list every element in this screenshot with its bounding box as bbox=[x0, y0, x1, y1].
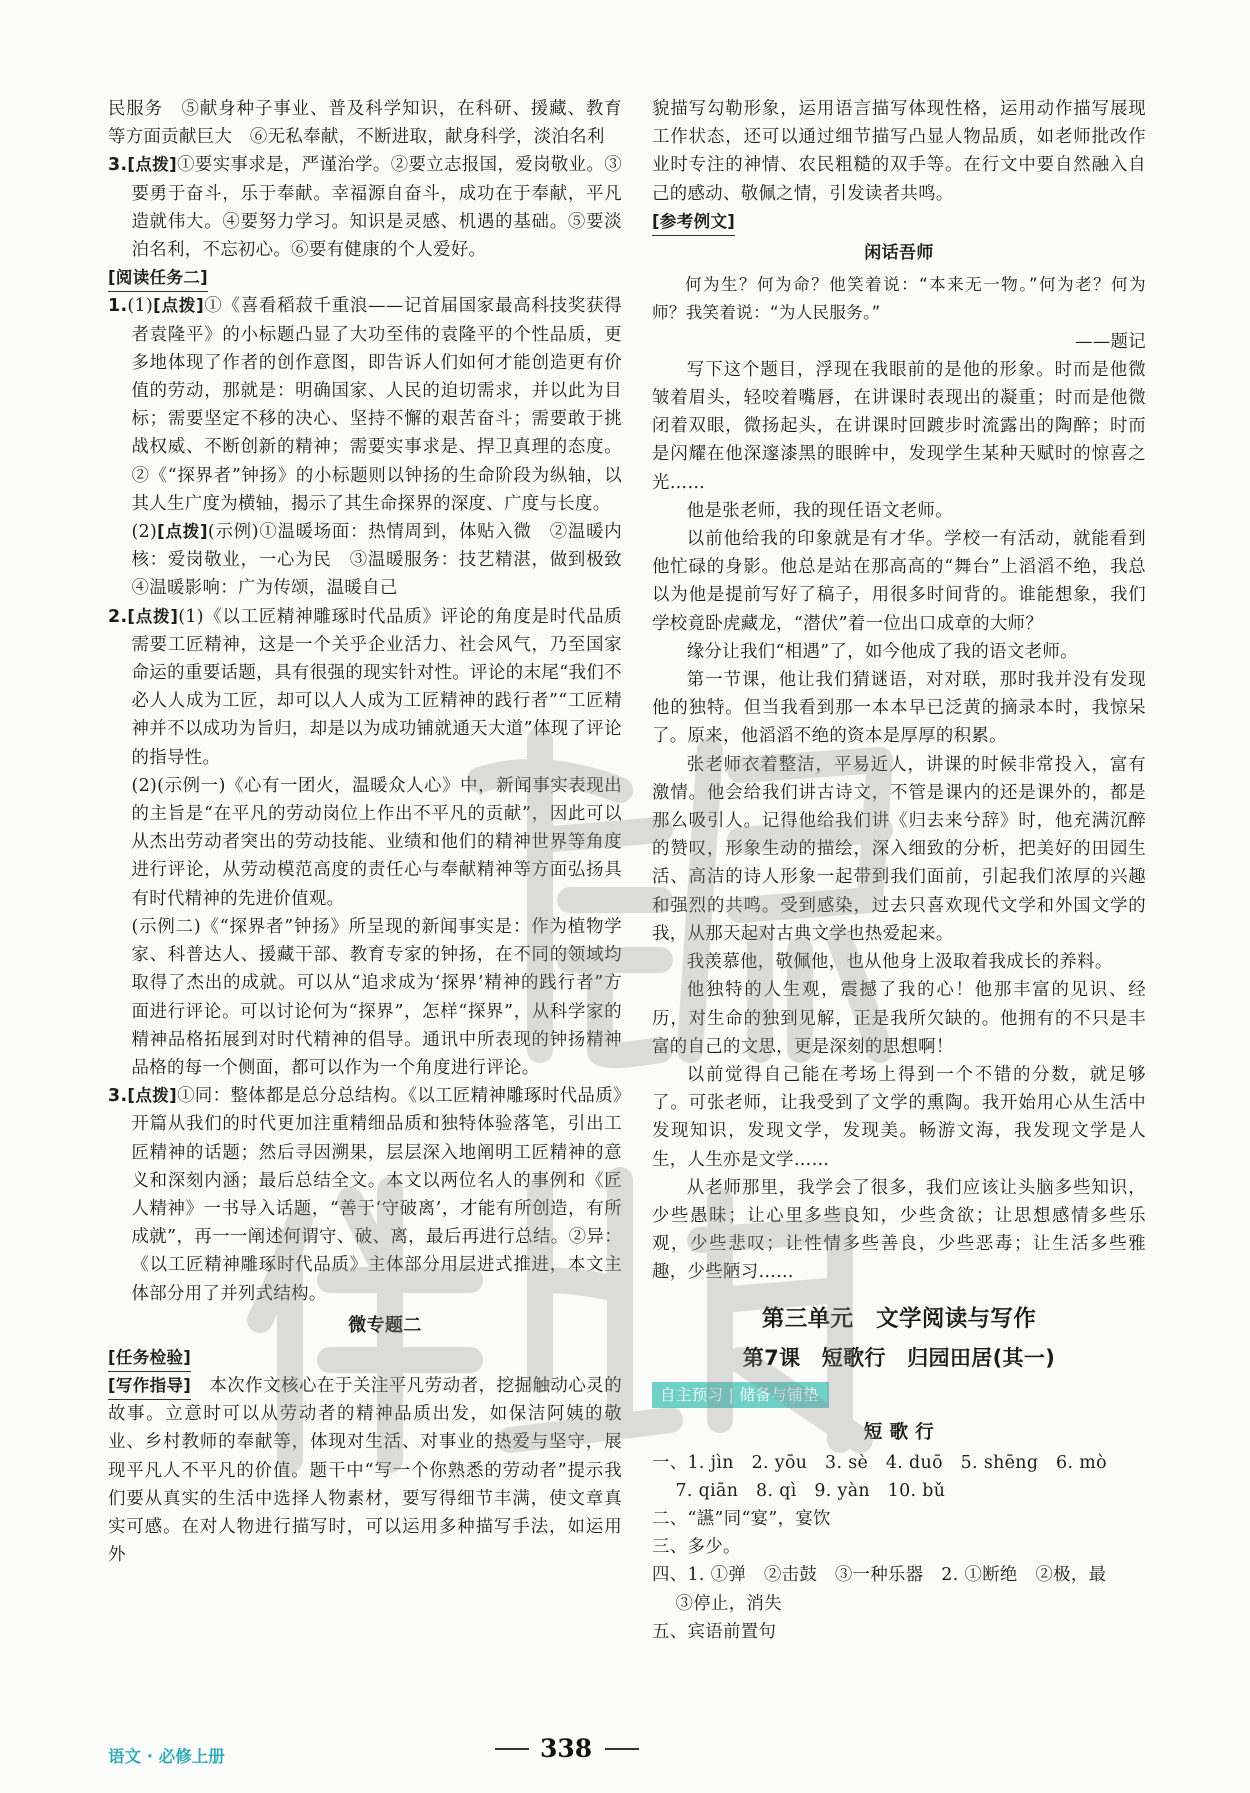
answer-2-example1: (2)(示例一)《心有一团火，温暖众人心》中，新闻事实表现出的主旨是“在平凡的劳动岗位上作出不平凡的贡献”，因此可以从杰出劳动者突出的劳动技能、业绩和他们的精神世界等角度进行评论，从劳动模范高度的责任心与奉献精神等方面弘扬具有时代精神的先进价值观。 bbox=[131, 775, 622, 909]
right-column bbox=[652, 95, 1146, 1646]
answer-text: 本次作文核心在于关注平凡劳动者，挖掘触动心灵的故事。立意时可以从劳动者的精神品质出发，如保洁阿姨的敬业、乡村教师的奉献等，体现对生活、对事业的热爱与坚守，展现平凡人不平凡的价值。题干中“写一个你熟悉的劳动者”提示我们要从真实的生活中选择人物素材，要写得细节丰满，使文章真实可感。在对人物进行描写时，可以运用多种描写手法，如运用外 bbox=[108, 1375, 622, 1566]
essay-paragraph: 他是张老师，我的现任语文老师。 bbox=[686, 500, 953, 521]
essay-paragraph: 缘分让我们“相遇”了，如今他成了我的语文老师。 bbox=[686, 641, 1078, 662]
left-column bbox=[108, 95, 640, 1569]
hint-tag: [点拨] bbox=[127, 155, 178, 175]
page-dash-left bbox=[495, 1748, 529, 1750]
section-heading-check: [任务检验] bbox=[108, 1345, 191, 1372]
hint-tag: [点拨] bbox=[157, 522, 208, 542]
answer-1 bbox=[108, 292, 622, 518]
answer-2-example2: (示例二)《“探界者”钟扬》所呈现的新闻事实是：作为植物学家、科普达人、援藏干部、教育专家的钟扬，在不同的领域均取得了杰出的成就。可以从“追求成为‘探界’精神的践行者”方面进行评论。可以讨论何为“探界”，怎样“探界”，从科学家的精神品格拓展到对时代精神的倡导。通讯中所表现的钟扬精神品格的每一个侧面，都可以作为一个角度进行评论。 bbox=[131, 916, 622, 1078]
lesson-title: 第7课 短歌行 归园田居(其一) bbox=[742, 1345, 1056, 1370]
writing-guide bbox=[108, 1372, 622, 1569]
answer-item-4: 四、1. ①弹 ②击鼓 ③一种乐器 2. ①断绝 ②极，最 bbox=[652, 1565, 1107, 1586]
answer-number: 2. bbox=[108, 606, 128, 627]
preview-banner bbox=[652, 1381, 1146, 1407]
sub-number: (1) bbox=[127, 296, 154, 317]
page-dash-right bbox=[605, 1748, 639, 1750]
answer-item-5: 五、宾语前置句 bbox=[652, 1621, 777, 1642]
answer-continuation: 民服务 ⑤献身种子事业、普及科学知识，在科研、援藏、教育等方面贡献巨大 ⑥无私奉献，不断进取，献身科学，淡泊名利 bbox=[108, 99, 622, 148]
essay-epigraph-label: ——题记 bbox=[1075, 331, 1146, 352]
banner-label: 自主预习 | 储备与铺垫 bbox=[652, 1382, 829, 1408]
essay-paragraph: 以前他给我的印象就是有才华。学校一有活动，就能看到他忙碌的身影。他总是站在那高高的“舞台”上滔滔不绝，我总以为他是提前写好了稿子，用很多时间背的。谁能想象，我们学校竟卧虎藏龙，“潜伏”着一位出口成章的大师？ bbox=[652, 529, 1146, 634]
section-heading-sample: [参考例文] bbox=[652, 209, 735, 236]
essay-paragraph: 他独特的人生观，震撼了我的心！他那丰富的见识、经历，对生命的独到见解，正是我所欠缺的。他拥有的不只是丰富的自己的文思，更是深刻的思想啊！ bbox=[652, 980, 1146, 1057]
answer-1-2 bbox=[108, 518, 640, 603]
answer-item-3: 三、多少。 bbox=[652, 1537, 741, 1558]
essay-paragraph: 我羡慕他，敬佩他，也从他身上汲取着我成长的养料。 bbox=[686, 952, 1113, 973]
answer-item-4-cont: ③停止，消失 bbox=[675, 1593, 782, 1614]
unit-title: 第三单元 文学阅读与写作 bbox=[761, 1305, 1037, 1332]
section-heading-task2: [阅读任务二] bbox=[108, 265, 208, 292]
answer-2 bbox=[108, 603, 622, 772]
answer-item-2: 二、“讌”同“宴”，宴饮 bbox=[652, 1508, 831, 1529]
answer-text: ①《喜看稻菽千重浪——记首届国家最高科技奖获得者袁隆平》的小标题凸显了大功至伟的袁隆平的个性品质，更多地体现了作者的创作意图，即告诉人们如何才能创造更有价值的劳动，那就是：明确国家、人民的迫切需求，并以此为目标；需要坚定不移的决心、坚持不懈的艰苦奋斗；需要敢于挑战权威、不断创新的精神；需要实事求是、捍卫真理的态度。②《“探界者”钟扬》的小标题则以钟扬的生命阶段为纵轴，以其人生广度为横轴，揭示了其生命探界的深度、广度与长度。 bbox=[131, 296, 623, 514]
answer-text: (1)《以工匠精神雕琢时代品质》评论的角度是时代品质需要工匠精神，这是一个关乎企业活力、社会风气，乃至国家命运的重要话题，具有很强的现实针对性。评论的末尾“我们不必人人成为工匠，却可以人人成为工匠精神的践行者”“工匠精神并不以成功为旨归，却是以为成功铺就通天大道”体现了评论的指导性。 bbox=[131, 606, 622, 768]
answer-text: (示例)①温暖场面：热情周到，体贴入微 ②温暖内核：爱岗敬业，一心为民 ③温暖服务：技艺精湛，做到极致 ④温暖影响：广为传颂，温暖自己 bbox=[131, 522, 640, 599]
essay-title: 闲话吾师 bbox=[864, 243, 934, 264]
footer-subject: 语文 · 必修上册 bbox=[108, 1747, 225, 1766]
answer-number: 3. bbox=[108, 1086, 128, 1107]
essay-paragraph: 以前觉得自己能在考场上得到一个不错的分数，就足够了。可张老师，让我受到了文学的熏陶。我开始用心从生活中发现知识，发现文学，发现美。畅游文海，我发现文学是人生，人生亦是文学…… bbox=[652, 1064, 1146, 1170]
answer-text: ①要实事求是，严谨治学。②要立志报国，爱岗敬业。③要勇于奋斗，乐于奉献。幸福源自奋斗，成功在于奉献，平凡造就伟大。④要努力学习。知识是灵感、机遇的基础。⑤要淡泊名利，不忘初心。⑥要有健康的个人爱好。 bbox=[131, 155, 622, 261]
essay-epigraph-text: 何为生？何为命？他笑着说：“本来无一物。”何为老？何为师？我笑着说：“为人民服务。” bbox=[652, 275, 1146, 323]
answer-text: ①同：整体都是总分总结构。《以工匠精神雕琢时代品质》开篇从我们的时代更加注重精细品质和独特体验落笔，引出工匠精神的话题；然后寻因溯果，层层深入地阐明工匠精神的意义和深刻内涵；最后总结全文。本文以两位名人的事例和《匠人精神》一书导入话题，“善于‘守破离’，才能有所创造，有所成就”，再一一阐述何谓守、破、离，最后再进行总结。②异：《以工匠精神雕琢时代品质》主体部分用层进式推进，本文主体部分用了并列式结构。 bbox=[131, 1086, 623, 1304]
answer-3 bbox=[108, 151, 622, 264]
guide-continuation: 貌描写勾勒形象，运用语言描写体现性格，运用动作描写展现工作状态，还可以通过细节描写凸显人物品质，如老师批改作业时专注的神情、农民粗糙的双手等。在行文中要自然融入自己的感动、敬佩之情，引发读者共鸣。 bbox=[652, 99, 1146, 204]
essay-paragraph: 写下这个题目，浮现在我眼前的是他的形象。时而是他微皱着眉头，轻咬着嘴唇，在讲课时表现出的凝重；时而是他微闭着双眼，微扬起头，在讲课时回踱步时流露出的陶醉；时而是闪耀在他深邃漆黑的眼眸中，发现学生某种天赋时的惊喜之光…… bbox=[652, 359, 1146, 493]
hint-tag: [点拨] bbox=[127, 1086, 178, 1106]
poem-title: 短 歌 行 bbox=[863, 1421, 935, 1443]
hint-tag: [点拨] bbox=[127, 606, 179, 626]
hint-tag: [点拨] bbox=[153, 296, 204, 316]
essay-paragraph: 张老师衣着整洁，平易近人，讲课的时候非常投入，富有激情。他会给我们讲古诗文，不管是课内的还是课外的，都是那么吸引人。记得他给我们讲《归去来兮辞》时，他充满沉醉的赞叹，形象生动的描绘，深入细致的分析，把美好的田园生活、高洁的诗人形象一起带到我们面前，引起我们浓厚的兴趣和强烈的共鸣。受到感染，过去只喜欢现代文学和外国文学的我，从那天起对古典文学也热爱起来。 bbox=[652, 754, 1146, 944]
essay-paragraph: 第一节课，他让我们猜谜语，对对联，那时我并没有发现他的独特。但当我看到那一本本早已泛黄的摘录本时，我惊呆了。原来，他滔滔不绝的资本是厚厚的积累。 bbox=[652, 670, 1146, 747]
answer-number: 1. bbox=[108, 296, 128, 317]
micro-topic-title: 微专题二 bbox=[348, 1314, 422, 1336]
answer-3b bbox=[108, 1082, 622, 1308]
sub-number: (2) bbox=[131, 522, 158, 543]
hint-tag: [写作指导] bbox=[108, 1373, 191, 1400]
page-number: 338 bbox=[540, 1734, 593, 1763]
pinyin-answers-row2: 7. qiān 8. qì 9. yàn 10. bǔ bbox=[675, 1480, 946, 1501]
essay-paragraph: 从老师那里，我学会了很多，我们应该让头脑多些知识，少些愚昧；让心里多些良知，少些贪欲；让思想感情多些乐观，少些悲叹；让性情多些善良，少些恶毒；让生活多些雅趣，少些陋习…… bbox=[652, 1177, 1146, 1283]
pinyin-answers-row1: 一、1. jìn 2. yōu 3. sè 4. duō 5. shēng 6. mò bbox=[652, 1452, 1107, 1473]
answer-number: 3. bbox=[108, 155, 128, 176]
